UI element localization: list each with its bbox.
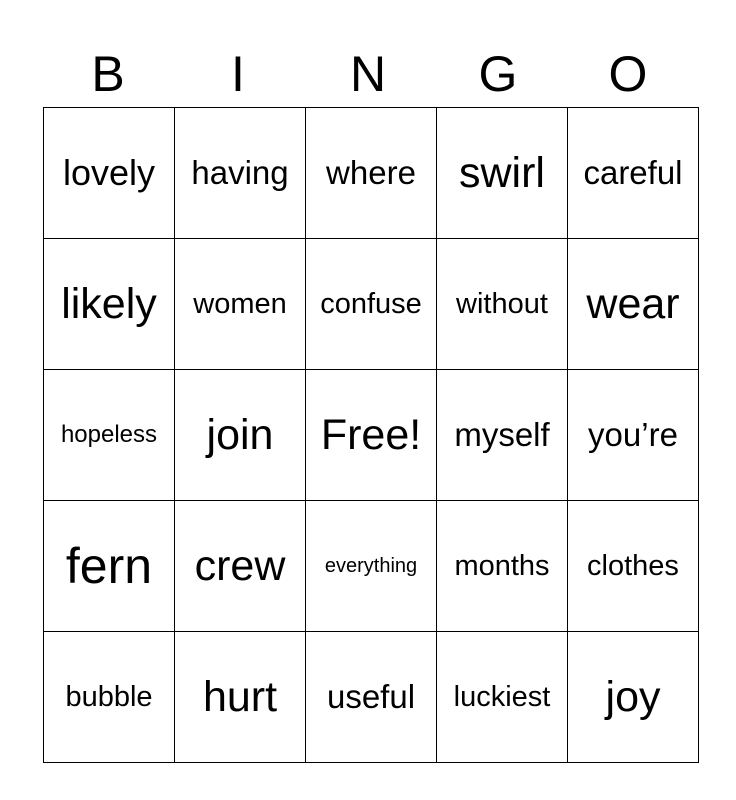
- bingo-cell[interactable]: having: [175, 108, 306, 239]
- bingo-cell[interactable]: likely: [44, 239, 175, 370]
- bingo-cell[interactable]: wear: [568, 239, 699, 370]
- bingo-cell[interactable]: fern: [44, 501, 175, 632]
- bingo-cell[interactable]: join: [175, 370, 306, 501]
- board-row: [44, 239, 699, 370]
- bingo-cell[interactable]: careful: [568, 108, 699, 239]
- bingo-cell[interactable]: without: [437, 239, 568, 370]
- bingo-cell[interactable]: everything: [306, 501, 437, 632]
- bingo-cell[interactable]: where: [306, 108, 437, 239]
- bingo-cell[interactable]: luckiest: [437, 632, 568, 763]
- header-letter-n: N: [349, 46, 387, 102]
- board-row: [44, 370, 699, 501]
- bingo-header: [43, 44, 693, 104]
- board-row: [44, 501, 699, 632]
- board-row: [44, 108, 699, 239]
- bingo-cell[interactable]: joy: [568, 632, 699, 763]
- bingo-cell[interactable]: clothes: [568, 501, 699, 632]
- header-letter-g: G: [478, 46, 518, 102]
- header-letter-o: O: [608, 46, 648, 102]
- bingo-cell[interactable]: lovely: [44, 108, 175, 239]
- bingo-cell[interactable]: you’re: [568, 370, 699, 501]
- bingo-cell[interactable]: months: [437, 501, 568, 632]
- header-letter-b: B: [91, 46, 125, 102]
- bingo-cell[interactable]: myself: [437, 370, 568, 501]
- bingo-cell[interactable]: confuse: [306, 239, 437, 370]
- bingo-cell[interactable]: bubble: [44, 632, 175, 763]
- bingo-cell[interactable]: useful: [306, 632, 437, 763]
- header-letter-i: I: [231, 46, 245, 102]
- bingo-board: [43, 107, 699, 763]
- bingo-cell[interactable]: women: [175, 239, 306, 370]
- free-cell[interactable]: Free!: [306, 370, 437, 501]
- bingo-cell[interactable]: hopeless: [44, 370, 175, 501]
- bingo-cell[interactable]: crew: [175, 501, 306, 632]
- board-row: [44, 632, 699, 763]
- bingo-cell[interactable]: swirl: [437, 108, 568, 239]
- bingo-cell[interactable]: hurt: [175, 632, 306, 763]
